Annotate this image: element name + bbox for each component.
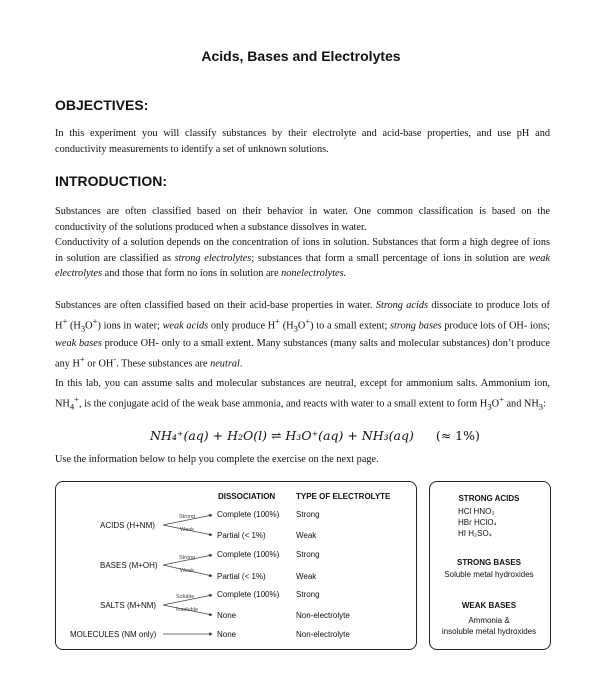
strong-acids-row-2: HBr HClO₄: [458, 518, 497, 527]
bases-label: BASES (M+OH): [100, 561, 158, 570]
bases-dissociation-1: Complete (100%): [217, 550, 280, 559]
type-header: TYPE OF ELECTROLYTE: [296, 492, 391, 501]
introduction-heading: INTRODUCTION:: [55, 173, 167, 189]
page-title: Acids, Bases and Electrolytes: [201, 48, 401, 64]
molecules-dissociation: None: [217, 630, 237, 639]
molecules-label: MOLECULES (NM only): [70, 630, 157, 639]
intro-paragraph-2: Substances are often classified based on their acid-base properties in water. Strong acids dissociate to produce lots of H+ $(H_3O^+)$ ions in water; weak acids only produce H+ $(H_3O^+)$ to a small extent; strong bases produce lots of OH- ions; weak bases produce OH- only to a small extent. Many substances (many salts and molecular substances) don’t produce any H+ or OH-. These substances are neutral.: [55, 300, 550, 370]
intro-paragraph-3: In this lab, you can assume salts and molecular substances are neutral, except for ammonium salts. Ammonium ion, $NH_4^+$, is the conjugate acid of the weak base ammonia, and reacts with water to a small extent to form $H_3O^+$ and $NH_3$:: [55, 378, 550, 411]
dissociation-header: DISSOCIATION: [218, 492, 276, 501]
molecules-type: Non-electrolyte: [296, 630, 350, 639]
strong-bases-text: Soluble metal hydroxides: [444, 570, 534, 579]
strong-acids-title: STRONG ACIDS: [458, 494, 520, 503]
salts-label: SALTS (M+NM): [100, 601, 157, 610]
salts-type-1: Strong: [296, 590, 320, 599]
weak-bases-line-1: Ammonia &: [468, 616, 510, 625]
intro-paragraph-4: Use the information below to help you complete the exercise on the next page.: [55, 454, 379, 465]
acids-strong-arrow-label: Strong: [179, 514, 196, 520]
ammonium-equation: NH₄⁺(aq) + H₂O(l) ⇌ H₃O⁺(aq) + NH₃(aq) (≈ 1%): [150, 428, 480, 443]
acids-dissociation-1: Complete (100%): [217, 510, 280, 519]
weak-bases-line-2: insoluble metal hydroxides: [441, 627, 537, 636]
salts-insoluble-arrow-label: Insoluble: [176, 607, 199, 613]
bases-strong-arrow-label: Strong: [179, 555, 196, 561]
bases-dissociation-2: Partial (< 1%): [217, 572, 266, 581]
acids-weak-arrow-label: Weak: [180, 527, 194, 533]
acids-label: ACIDS (H+NM): [100, 521, 155, 530]
weak-bases-title: WEAK BASES: [461, 601, 517, 610]
bases-type-1: Strong: [296, 550, 320, 559]
objectives-text: In this experiment you will classify substances by their electrolyte and acid-base properties, and use pH and conductivity measurements to identify a set of unknown solutions.: [55, 128, 550, 155]
bases-weak-arrow-label: Weak: [180, 568, 194, 574]
objectives-heading: OBJECTIVES:: [55, 97, 149, 113]
acids-type-1: Strong: [296, 510, 320, 519]
strong-acids-row-3: HI H₂SO₄: [458, 529, 492, 538]
strong-bases-title: STRONG BASES: [456, 558, 521, 567]
salts-dissociation-1: Complete (100%): [217, 590, 280, 599]
salts-soluble-arrow-label: Soluble: [176, 594, 195, 600]
intro-paragraph-1: Substances are often classified based on their behavior in water. One common classification is based on the conductivity of the solutions produced when a substance dissolves in water. Conductivity of a solution depends on the concentration of ions in solution. Substances that form a high degree of ions in solution are classified as strong electrolytes; substances that form a small percentage of ions in solution are weak electrolytes and those that form no ions in solution are nonelectrolytes.: [55, 206, 550, 279]
salts-dissociation-2: None: [217, 611, 237, 620]
acids-type-2: Weak: [296, 531, 317, 540]
strong-acids-row-1: HCl HNO₃: [458, 507, 495, 516]
acids-dissociation-2: Partial (< 1%): [217, 531, 266, 540]
bases-type-2: Weak: [296, 572, 317, 581]
salts-type-2: Non-electrolyte: [296, 611, 350, 620]
